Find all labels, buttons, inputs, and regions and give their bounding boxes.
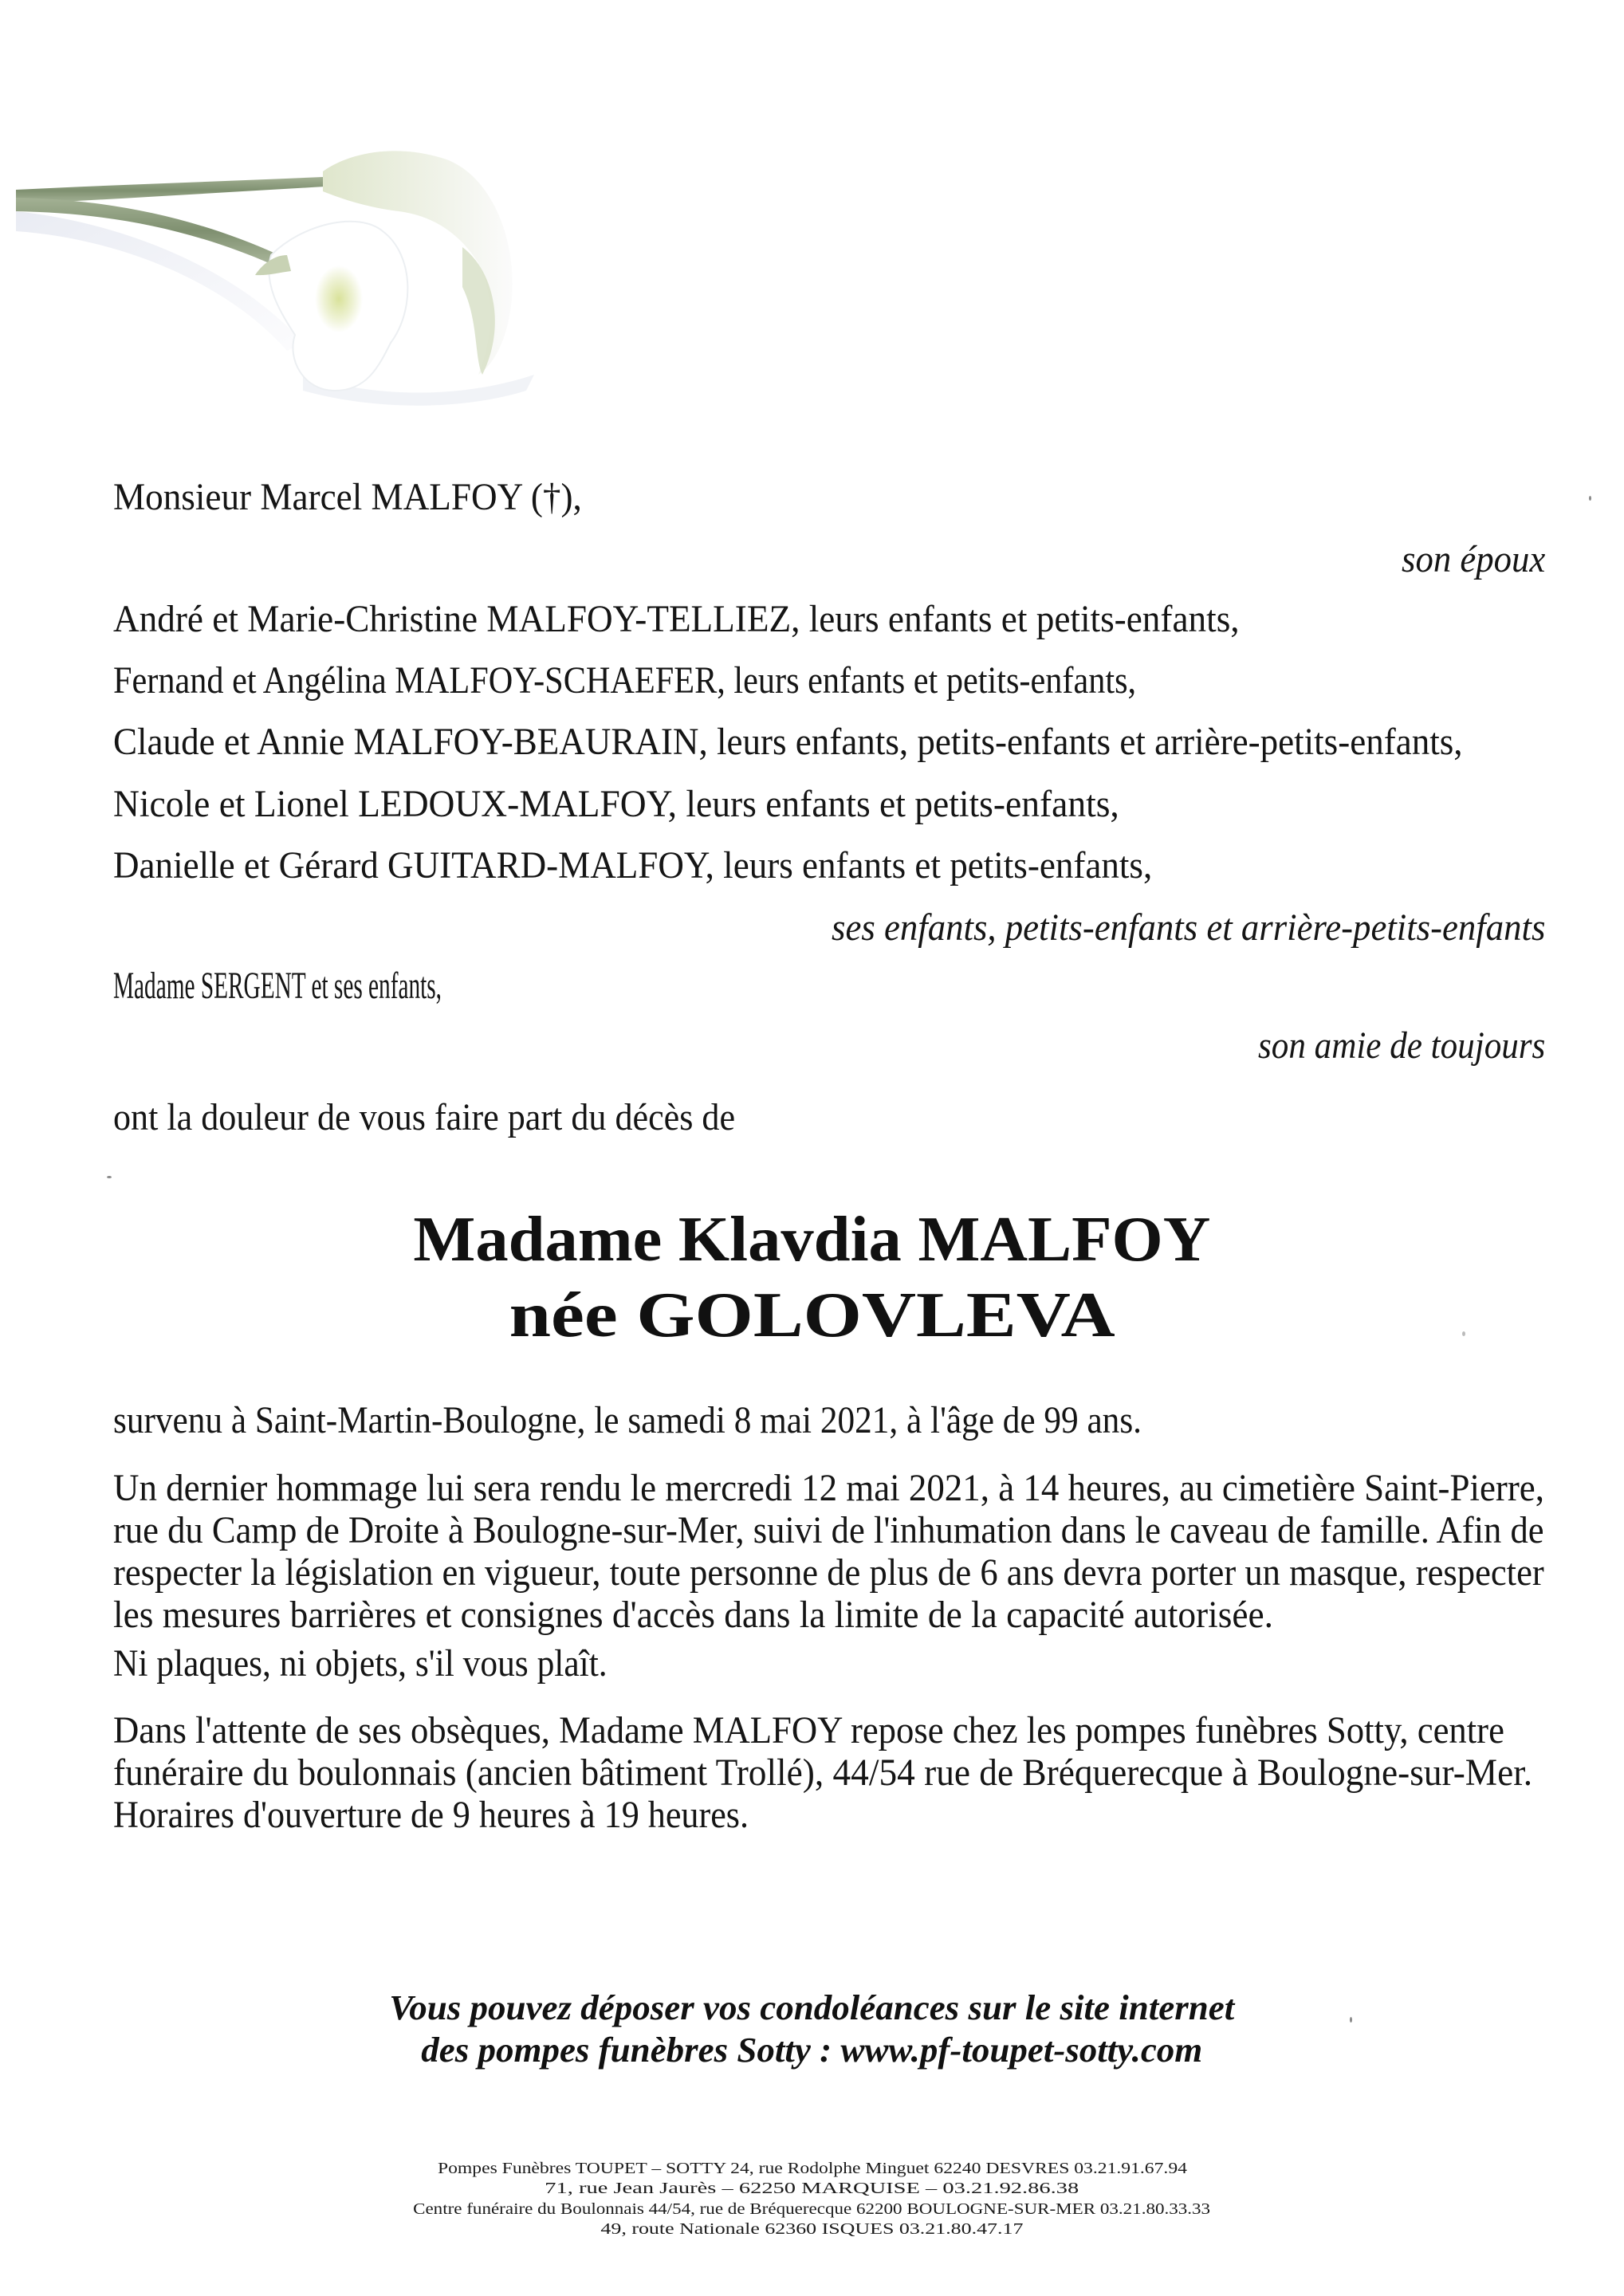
condolences-line: Vous pouvez déposer vos condoléances sur le site internet	[389, 1988, 1235, 2027]
friend-role: son amie de toujours	[1257, 1024, 1545, 1067]
children-role: ses enfants, petits-enfants et arrière-petits-enfants	[831, 906, 1545, 949]
footer-line: 71, rue Jean Jaurès – 62250 MARQUISE – 03.21.92.86.38	[545, 2180, 1079, 2197]
deceased-name: Madame Klavdia MALFOY	[413, 1205, 1211, 1275]
rest-line: Dans l'attente de ses obsèques, Madame MALFOY repose chez les pompes funèbres Sotty, centre	[113, 1709, 1504, 1751]
husband-role: son époux	[1401, 538, 1545, 580]
death-info: survenu à Saint-Martin-Boulogne, le samedi 8 mai 2021, à l'âge de 99 ans.	[113, 1399, 1142, 1441]
ceremony-line: rue du Camp de Droite à Boulogne-sur-Mer, suivi de l'inhumation dans le caveau de famille. Afin de	[113, 1509, 1544, 1551]
footer-line: 49, route Nationale 62360 ISQUES 03.21.80.47.17	[600, 2220, 1024, 2238]
husband-line: Monsieur Marcel MALFOY (†),	[113, 476, 582, 518]
child-line: Claude et Annie MALFOY-BEAURAIN, leurs enfants, petits-enfants et arrière-petits-enfants,	[113, 721, 1463, 763]
footer-line: Pompes Funèbres TOUPET – SOTTY 24, rue Rodolphe Minguet 62240 DESVRES 03.21.91.67.94	[437, 2160, 1187, 2177]
child-line: André et Marie-Christine MALFOY-TELLIEZ, leurs enfants et petits-enfants,	[113, 598, 1240, 640]
scan-speck	[1350, 2017, 1352, 2023]
child-line: Danielle et Gérard GUITARD-MALFOY, leurs enfants et petits-enfants,	[113, 844, 1153, 887]
deceased-maiden-name: née GOLOVLEVA	[509, 1280, 1115, 1350]
footer-line: Centre funéraire du Boulonnais 44/54, rue de Bréquerecque 62200 BOULOGNE-SUR-MER 03.21.80.33.33	[413, 2200, 1211, 2218]
scan-speck	[107, 1176, 112, 1178]
rest-line: funéraire du boulonnais (ancien bâtiment Trollé), 44/54 rue de Bréquerecque à Boulogne-sur-Mer.	[113, 1751, 1533, 1794]
scan-speck	[1589, 496, 1591, 501]
rest-line: Horaires d'ouverture de 9 heures à 19 heures.	[113, 1794, 749, 1836]
ceremony-line: respecter la législation en vigueur, toute personne de plus de 6 ans devra porter un masque, respecter	[113, 1551, 1544, 1594]
ceremony-line: les mesures barrières et consignes d'accès dans la limite de la capacité autorisée.	[113, 1594, 1273, 1636]
child-line: Nicole et Lionel LEDOUX-MALFOY, leurs enfants et petits-enfants,	[113, 783, 1119, 825]
child-line: Fernand et Angélina MALFOY-SCHAEFER, leurs enfants et petits-enfants,	[113, 659, 1137, 702]
scan-speck	[1462, 1331, 1465, 1336]
condolences-link-line[interactable]: des pompes funèbres Sotty : www.pf-toupet-sotty.com	[421, 2031, 1203, 2070]
no-flowers-note: Ni plaques, ni objets, s'il vous plaît.	[113, 1642, 608, 1685]
announcement-line: ont la douleur de vous faire part du décès de	[113, 1096, 736, 1138]
friend-line: Madame SERGENT et ses enfants,	[113, 965, 442, 1007]
calla-lily-image	[16, 136, 638, 454]
ceremony-line: Un dernier hommage lui sera rendu le mercredi 12 mai 2021, à 14 heures, au cimetière Saint-Pierre,	[113, 1467, 1544, 1509]
